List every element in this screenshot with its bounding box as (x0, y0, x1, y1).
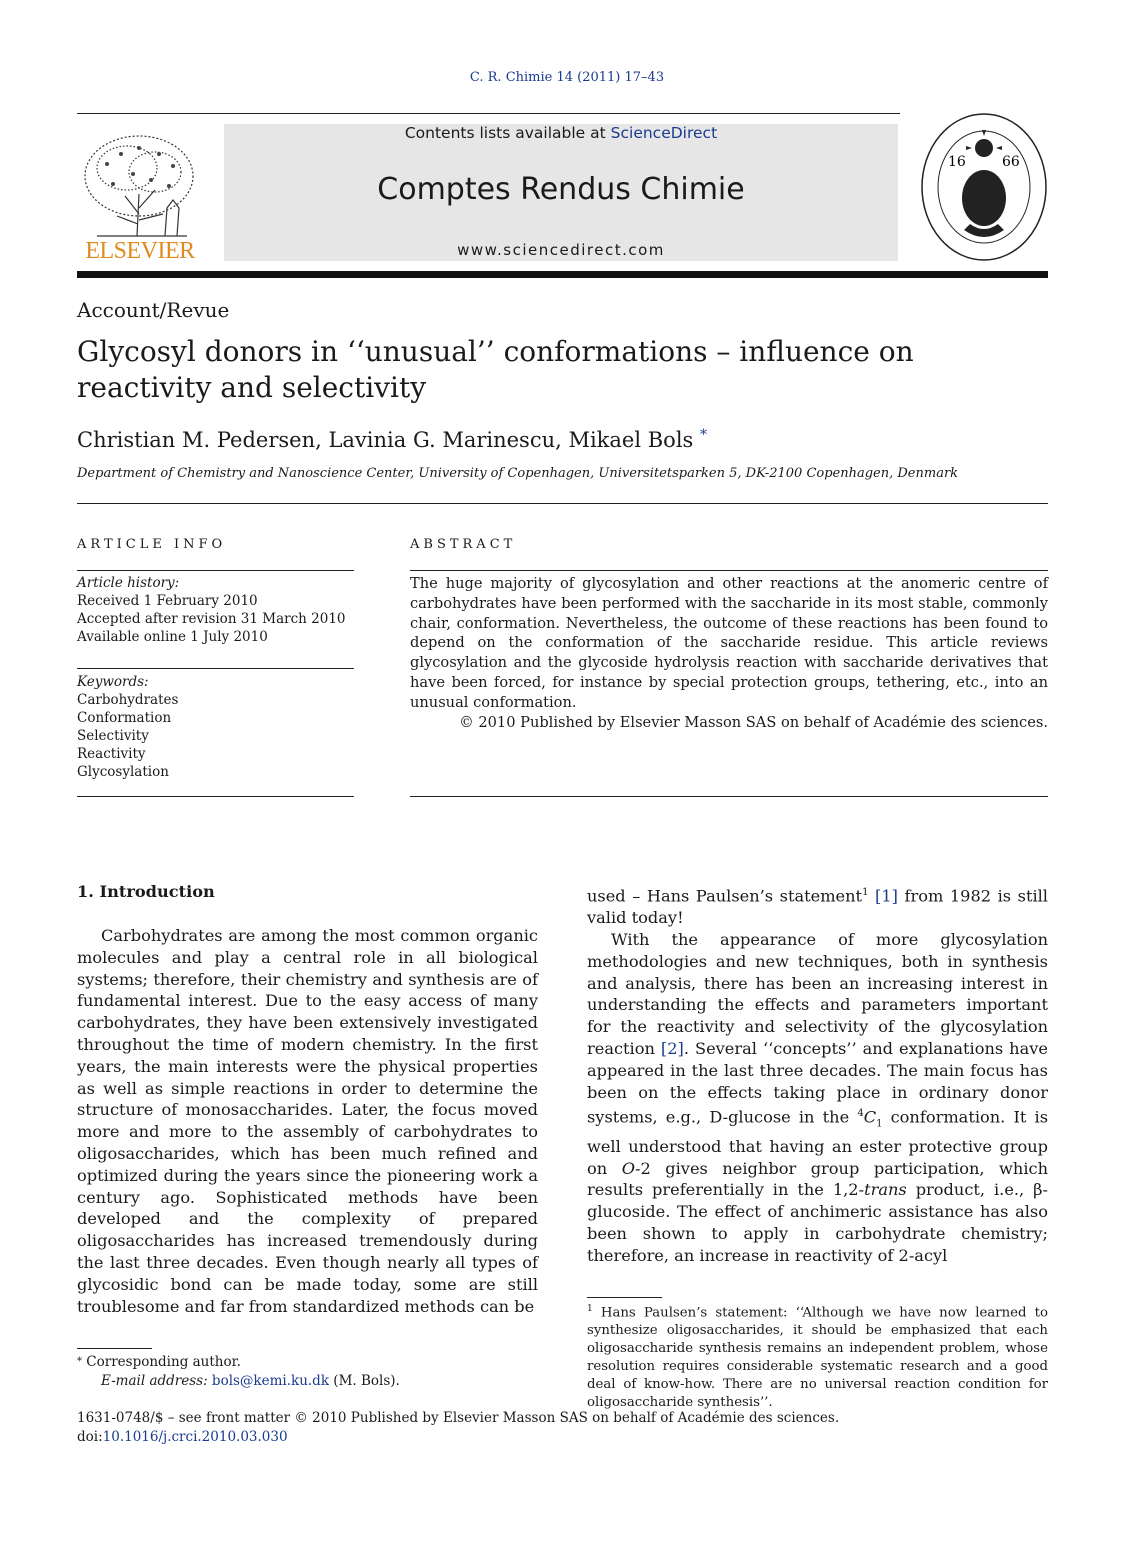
author-line (77, 427, 707, 452)
keyword-item: Reactivity (77, 746, 146, 762)
keyword-item: Selectivity (77, 728, 149, 744)
footnote-1 (587, 1300, 1048, 1412)
history-received: Received 1 February 2010 (77, 593, 258, 609)
contents-prefix: Contents lists available at (404, 124, 611, 142)
italic-run: trans (864, 1180, 907, 1200)
email-suffix: (M. Bols). (329, 1372, 400, 1389)
elsevier-wordmark: ELSEVIER (85, 238, 195, 264)
left-column-paragraph: Carbohydrates are among the most common organic molecules and play a central role in all biological systems; therefore, their chemistry and synthesis are of fundamental interest. Due to the easy access of many carbohydrates, they have been extensively investigated throughout the time of modern chemistry. In the first years, the main interests were the physical properties as well as simple reactions in order to determine the structure of monosaccharides. Later, the focus moved more and more to the assembly of carbohydrates to oligosaccharides, which has been much refined and optimized during the years since the pioneering work a century ago. Sophisticated methods have been developed and the complexity of prepared oligosaccharides has increased tremendously during the last three decades. Even though nearly all types of glycosidic bond can be made today, some are still troublesome and far from standardized methods can be (77, 926, 538, 1316)
email-link[interactable]: bols@kemi.ku.dk (211, 1372, 330, 1389)
keyword-item: Conformation (77, 710, 172, 726)
footnote-mark[interactable]: 1 (862, 887, 869, 898)
keywords (77, 673, 354, 781)
subscript: 1 (876, 1118, 883, 1130)
right-paragraph-2 (587, 929, 1048, 1267)
italic-run: C (863, 1107, 877, 1127)
abstract-copyright: © 2010 Published by Elsevier Masson SAS on behalf of Académie des sciences. (459, 714, 1048, 731)
right-column (587, 882, 1048, 1267)
footnote-rule (77, 1348, 152, 1349)
text-run: . Several ‘‘concepts’’ and explanations have appeared in the last three decades. The main focus has been on the effects taking place in ordinary donor systems, e.g., D-glucose in the (587, 1038, 1048, 1127)
academie-seal-logo (918, 110, 1050, 264)
citation-link[interactable]: [2] (660, 1038, 684, 1058)
info-rule (77, 796, 354, 797)
italic-run: O (621, 1158, 635, 1178)
journal-reference[interactable]: C. R. Chimie 14 (2011) 17–43 (469, 70, 665, 85)
history-label: Article history: (77, 575, 180, 591)
header-rule (77, 503, 1048, 504)
history-online: Available online 1 July 2010 (77, 629, 268, 645)
info-rule (77, 570, 354, 571)
article-info-heading: ARTICLE INFO (77, 537, 227, 552)
doi-label: doi: (77, 1428, 103, 1445)
seal-year-left: 16 (948, 154, 966, 170)
keyword-item: Glycosylation (77, 764, 169, 780)
authors: Christian M. Pedersen, Lavinia G. Marinescu, Mikael Bols (77, 428, 694, 452)
info-rule (77, 668, 354, 669)
superscript: 4 (857, 1108, 864, 1120)
right-paragraph-1 (587, 882, 1048, 929)
front-matter-lines (77, 1409, 839, 1446)
doi-link[interactable]: 10.1016/j.crci.2010.03.030 (102, 1428, 288, 1445)
text-run: With the appearance of more glycosylation methodologies and new techniques, both in synthesis and analysis, there has been an increasing interest in understanding the effects and parameters important for the reactivity and selectivity of the glycosylation reaction (587, 929, 1048, 1058)
abstract-text: The huge majority of glycosylation and other reactions at the anomeric centre of carbohydrates have been performed with the saccharide in its most stable, commonly chair, conformation. Nevertheless, the outcome of these reactions has been found to depend on the conformation of the saccharide residue. This article reviews glycosylation and the glycoside hydrolysis reaction with saccharide derivatives that have been forced, for instance by special protection groups, tethering, etc., into an unusual conformation. (410, 575, 1048, 711)
contents-line (224, 124, 898, 142)
text-run: used – Hans Paulsen’s statement (587, 886, 863, 906)
article-title: Glycosyl donors in ‘‘unusual’’ conformations – influence on reactivity and selectivity (77, 335, 914, 404)
history-accepted: Accepted after revision 31 March 2010 (77, 611, 346, 627)
citation-link[interactable]: [1] (875, 886, 898, 906)
section-heading: 1. Introduction (77, 882, 215, 901)
text-run: product, i.e., β-glucoside. The effect of anchimeric assistance has also been shown to apply in carbohydrate chemistry; therefore, an increase in reactivity of 2-acyl (587, 1180, 1048, 1265)
abstract-rule (410, 796, 1048, 797)
article-type: Account/Revue (77, 298, 230, 322)
issn-line: 1631-0748/$ – see front matter © 2010 Published by Elsevier Masson SAS on behalf of Académie des sciences. (77, 1410, 840, 1426)
abstract-rule (410, 570, 1048, 571)
corresponding-line (77, 1353, 400, 1372)
sciencedirect-link[interactable]: ScienceDirect (610, 124, 718, 142)
article-history (77, 574, 354, 646)
journal-url[interactable]: www.sciencedirect.com (457, 241, 665, 259)
footnote-text: Hans Paulsen’s statement: ‘‘Although we have now learned to synthesize oligosaccharides, it should be emphasized that each oligosaccharide synthesis remains an independent problem, whose resolution requires considerable systematic research and a good deal of know-how. There are no universal reaction condition for oligosaccharide synthesis’’. (587, 1305, 1049, 1411)
seal-year-right: 66 (1002, 154, 1020, 170)
email-label: E-mail address: (101, 1372, 208, 1389)
text-run: conformation. It is well understood that having an ester protective group on (587, 1107, 1048, 1178)
keyword-item: Carbohydrates (77, 692, 179, 708)
footnote-rule (587, 1297, 662, 1298)
corresponding-label: Corresponding author. (86, 1354, 241, 1370)
text-run: from 1982 is still valid today! (587, 886, 1048, 928)
affiliation: Department of Chemistry and Nanoscience Center, University of Copenhagen, Universitetsparken 5, DK-2100 Copenhagen, Denmark (77, 466, 959, 481)
corresponding-mark: * (77, 1356, 82, 1367)
text-run: -2 gives neighbor group participation, which results preferentially in the 1,2- (587, 1158, 1049, 1200)
top-rule (77, 113, 900, 114)
masthead-thick-rule (77, 271, 1048, 278)
footnote-number: 1 (587, 1304, 593, 1314)
corresponding-author-note (77, 1353, 400, 1390)
keywords-label: Keywords: (77, 674, 149, 690)
corresponding-author-mark[interactable]: * (700, 427, 707, 443)
email-line (77, 1372, 400, 1391)
journal-name: Comptes Rendus Chimie (377, 172, 745, 207)
doi-line (77, 1428, 839, 1447)
abstract-heading: ABSTRACT (410, 537, 517, 552)
